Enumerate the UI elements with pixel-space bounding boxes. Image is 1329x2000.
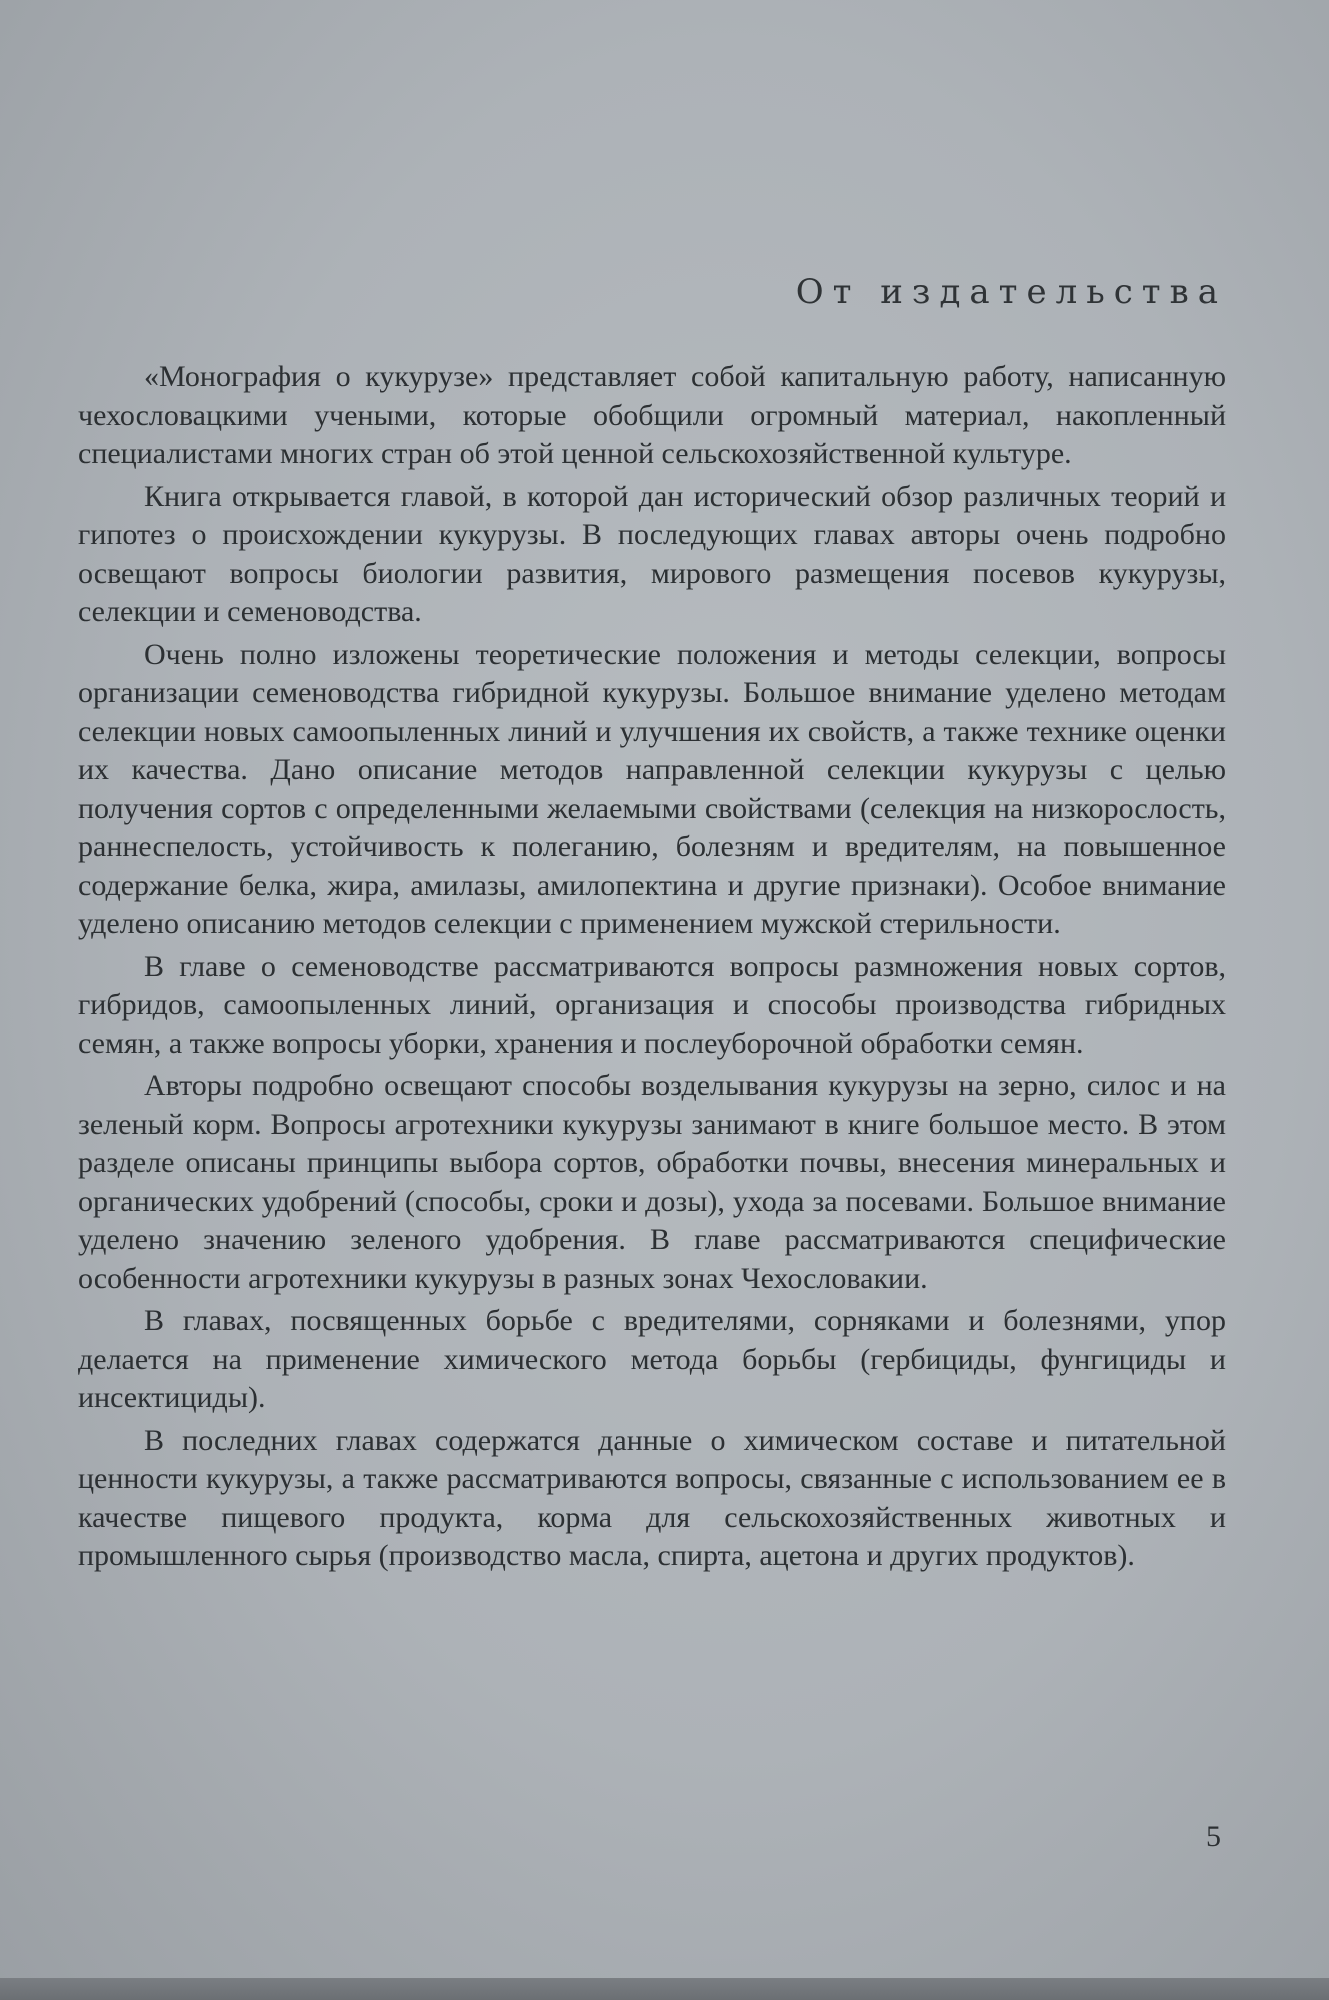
section-heading: От издательства [795, 272, 1227, 312]
paragraph-7: В последних главах содержатся данные о химическом составе и питательной ценности кукурузы, а также рассматриваются вопросы, связанные с использованием ее в качестве пищевого продукта, корма для сельскохозяйственных животных и промышленного сырья (производство масла, спирта, ацетона и других продуктов). [78, 1423, 1226, 1572]
paragraph-6: В главах, посвященных борьбе с вредителями, сорняками и болезнями, упор делается на применение химического метода борьбы (гербициды, фунгициды и инсектициды). [78, 1304, 1226, 1414]
body-text [78, 358, 1226, 1580]
paragraph-3: Очень полно изложены теоретические положения и методы селекции, вопросы организации семеноводства гибридной кукурузы. Большое внимание уделено методам селекции новых самоопыленных линий и улучшения их свойств, а также технике оценки их качества. Дано описание методов направленной селекции кукурузы с целью получения сортов с определенными желаемыми свойствами (селекция на низкорослость, раннеспелость, устойчивость к полеганию, болезням и вредителям, на повышенное содержание белка, жира, амилазы, амилопектина и другие признаки). Особое внимание уделено описанию методов селекции с применением мужской стерильности. [78, 637, 1226, 940]
paragraph-5: Авторы подробно освещают способы возделывания кукурузы на зерно, силос и на зеленый корм. Вопросы агротехники кукурузы занимают в книге большое место. В этом разделе описаны принципы выбора сортов, обработки почвы, внесения минеральных и органических удобрений (способы, сроки и дозы), ухода за посевами. Большое внимание уделено значению зеленого удобрения. В главе рассматриваются специфические особенности агротехники кукурузы в разных зонах Чехословакии. [78, 1069, 1226, 1295]
paragraph-4: В главе о семеноводстве рассматриваются вопросы размножения новых сортов, гибридов, самоопыленных линий, организация и способы производства гибридных семян, а также вопросы уборки, хранения и послеуборочной обработки семян. [78, 949, 1226, 1060]
paragraph-1: «Монография о кукурузе» представляет собой капитальную работу, написанную чехословацкими учеными, которые обобщили огромный материал, накопленный специалистами многих стран об этой ценной сельскохозяйственной культуре. [78, 360, 1226, 470]
paragraph-2: Книга открывается главой, в которой дан исторический обзор различных теорий и гипотез о происхождении кукурузы. В последующих главах авторы очень подробно освещают вопросы биологии развития, мирового размещения посевов кукурузы, селекции и семеноводства. [78, 479, 1226, 628]
page-bottom-edge [0, 1978, 1329, 2000]
page-number: 5 [1206, 1820, 1221, 1853]
